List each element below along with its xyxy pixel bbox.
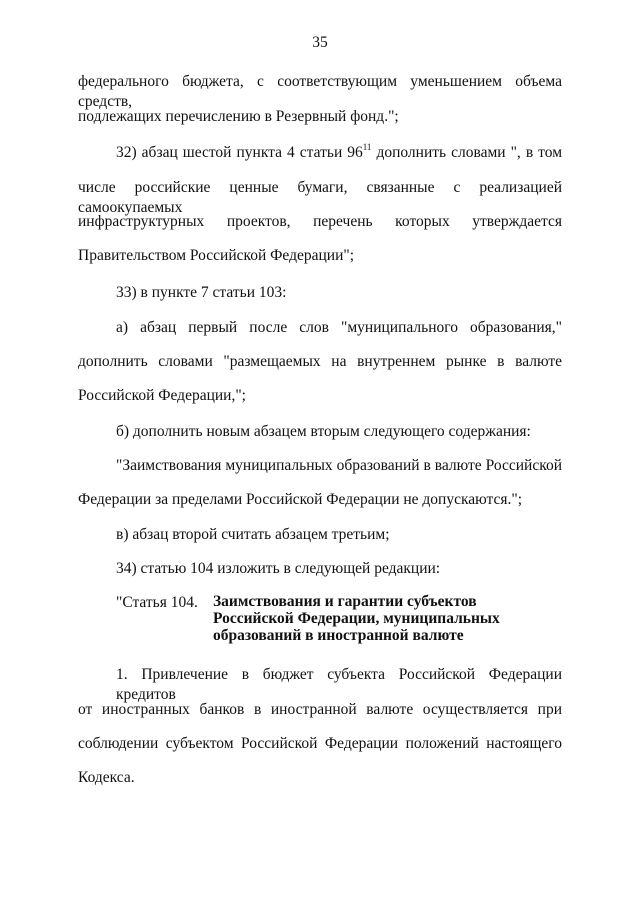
paragraph-line: дополнить словами "размещаемых на внутреннем рынке в валюте	[78, 353, 562, 370]
paragraph-line: 34) статью 104 изложить в следующей редакции:	[116, 560, 441, 577]
paragraph-line: числе российские ценные бумаги, связанные с реализацией самоокупаемых	[78, 179, 562, 216]
article-title-line: Российской Федерации, муниципальных	[213, 610, 500, 627]
paragraph-line: Кодекса.	[78, 769, 135, 786]
paragraph-line: в) абзац второй считать абзацем третьим;	[116, 526, 390, 543]
paragraph-line-with-superscript	[116, 143, 562, 163]
text-segment: 32) абзац шестой пункта 4 статьи 96	[116, 144, 363, 161]
text-segment: дополнить словами ", в том	[371, 144, 562, 161]
paragraph-line: а) абзац первый после слов "муниципального образования,"	[116, 319, 562, 336]
paragraph-line: от иностранных банков в иностранной валюте осуществляется при	[78, 701, 562, 718]
paragraph-line: соблюдении субъектом Российской Федерации положений настоящего	[78, 735, 562, 752]
paragraph-line: "Заимствования муниципальных образований в валюте Российской	[116, 457, 562, 474]
paragraph-line: 1. Привлечение в бюджет субъекта Российской Федерации кредитов	[116, 666, 562, 703]
article-title	[213, 593, 543, 644]
article-label: "Статья 104.	[116, 594, 198, 611]
paragraph-line: Правительством Российской Федерации";	[78, 247, 354, 264]
article-title-line: образований в иностранной валюте	[213, 627, 464, 644]
paragraph-line: инфраструктурных проектов, перечень которых утверждается	[78, 213, 562, 230]
article-title-line: Заимствования и гарантии субъектов	[213, 593, 477, 610]
paragraph-line: б) дополнить новым абзацем вторым следующего содержания:	[116, 423, 531, 440]
paragraph-line: Федерации за пределами Российской Федерации не допускаются.";	[78, 491, 523, 508]
paragraph-line: 33) в пункте 7 статьи 103:	[116, 284, 287, 301]
paragraph-line: Российской Федерации,";	[78, 387, 246, 404]
paragraph-line: подлежащих перечислению в Резервный фонд.";	[78, 108, 399, 125]
superscript: 11	[362, 142, 372, 152]
paragraph-line: федерального бюджета, с соответствующим уменьшением объема средств,	[78, 73, 562, 110]
page-number: 35	[312, 34, 328, 51]
